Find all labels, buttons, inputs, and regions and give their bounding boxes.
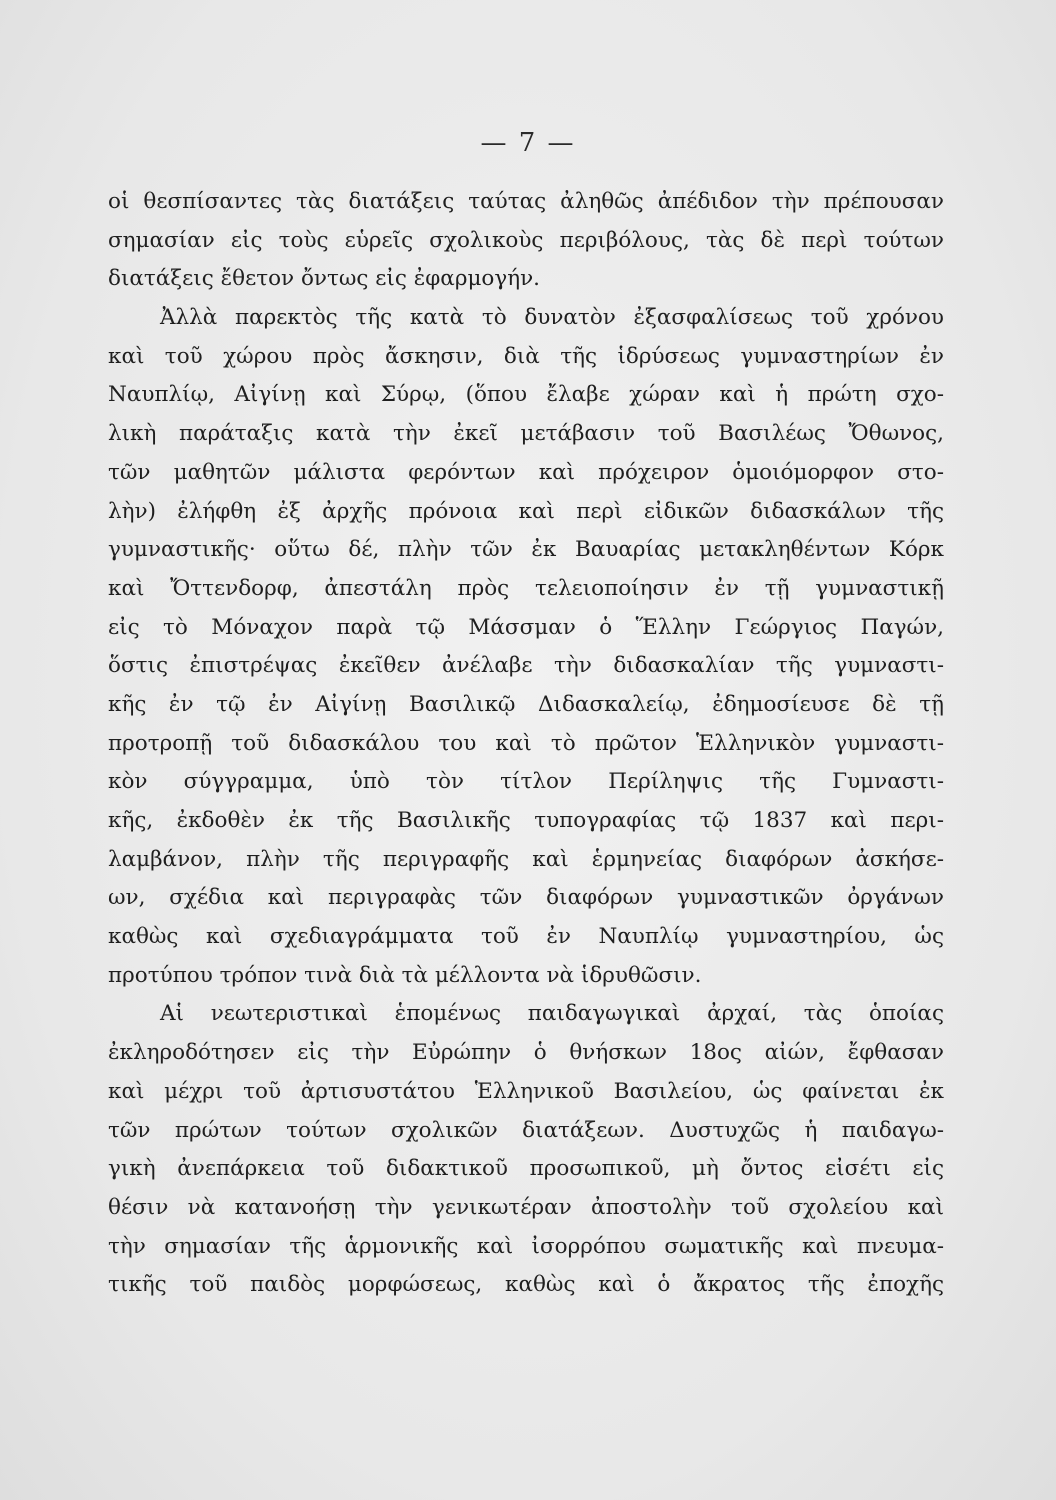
text-line: κὸν σύγγραμμα, ὑπὸ τὸν τίτλον Περίληψις τῆς Γυμναστι- <box>108 769 944 795</box>
text-line: καθὼς καὶ σχεδιαγράμματα τοῦ ἐν Ναυπλίῳ γυμναστηρίου, ὡς <box>108 924 944 950</box>
text-line: τικῆς τοῦ παιδὸς μορφώσεως, καθὼς καὶ ὁ ἄκρατος τῆς ἐποχῆς <box>108 1272 944 1298</box>
text-line: οἱ θεσπίσαντες τὰς διατάξεις ταύτας ἀληθῶς ἀπέδιδον τὴν πρέπουσαν <box>108 189 944 214</box>
text-line: κῆς ἐν τῷ ἐν Αἰγίνῃ Βασιλικῷ Διδασκαλείῳ, ἐδημοσίευσε δὲ τῇ <box>108 691 944 717</box>
text-line: κῆς, ἐκδοθὲν ἐκ τῆς Βασιλικῆς τυπογραφίας τῷ 1837 καὶ περι- <box>108 808 944 833</box>
text-line: λικὴ παράταξις κατὰ τὴν ἐκεῖ μετάβασιν τοῦ Βασιλέως Ὄθωνος, <box>108 421 944 447</box>
text-line: διατάξεις ἔθετον ὄντως εἰς ἐφαρμογήν. <box>108 266 541 292</box>
text-line: τῶν μαθητῶν μάλιστα φερόντων καὶ πρόχειρον ὁμοιόμορφον στο- <box>108 459 944 485</box>
text-line: καὶ μέχρι τοῦ ἀρτισυστάτου Ἑλληνικοῦ Βασιλείου, ὡς φαίνεται ἐκ <box>108 1078 944 1104</box>
text-line: σημασίαν εἰς τοὺς εὑρεῖς σχολικοὺς περιβόλους, τὰς δὲ περὶ τούτων <box>108 227 944 253</box>
text-line: θέσιν νὰ κατανοήσῃ τὴν γενικωτέραν ἀποστολὴν τοῦ σχολείου καὶ <box>108 1194 944 1220</box>
text-line: προτροπῇ τοῦ διδασκάλου του καὶ τὸ πρῶτον Ἑλληνικὸν γυμναστι- <box>108 730 944 756</box>
text-line: Ἀλλὰ παρεκτὸς τῆς κατὰ τὸ δυνατὸν ἐξασφαλίσεως τοῦ χρόνου <box>160 305 944 331</box>
text-line: τὴν σημασίαν τῆς ἁρμονικῆς καὶ ἰσορρόπου σωματικῆς καὶ πνευμα- <box>108 1233 944 1259</box>
text-line: ἐκληροδότησεν εἰς τὴν Εὐρώπην ὁ θνήσκων 18ος αἰών, ἔφθασαν <box>108 1040 944 1066</box>
text-line: καὶ Ὄττενδορφ, ἀπεστάλη πρὸς τελειοποίησιν ἐν τῇ γυμναστικῇ <box>108 575 944 601</box>
text-line: προτύπου τρόπον τινὰ διὰ τὰ μέλλοντα νὰ ἱδρυθῶσιν. <box>108 962 702 988</box>
text-line: καὶ τοῦ χώρου πρὸς ἄσκησιν, διὰ τῆς ἱδρύσεως γυμναστηρίων ἐν <box>108 343 944 369</box>
page-number: — 7 — <box>480 128 576 158</box>
text-line: γυμναστικῆς· οὕτω δέ, πλὴν τῶν ἐκ Βαυαρίας μετακληθέντων Κόρκ <box>108 537 944 563</box>
text-line: λὴν) ἐλήφθη ἐξ ἀρχῆς πρόνοια καὶ περὶ εἰδικῶν διδασκάλων τῆς <box>108 498 944 524</box>
text-line: τῶν πρώτων τούτων σχολικῶν διατάξεων. Δυστυχῶς ἡ παιδαγω- <box>108 1117 944 1143</box>
text-line: λαμβάνον, πλὴν τῆς περιγραφῆς καὶ ἑρμηνείας διαφόρων ἀσκήσε- <box>108 846 944 872</box>
body-text <box>108 183 944 1305</box>
text-line: ων, σχέδια καὶ περιγραφὰς τῶν διαφόρων γυμναστικῶν ὀργάνων <box>108 885 944 911</box>
text-line: γικὴ ἀνεπάρκεια τοῦ διδακτικοῦ προσωπικοῦ, μὴ ὄντος εἰσέτι εἰς <box>108 1156 944 1182</box>
text-line: εἰς τὸ Μόναχον παρὰ τῷ Μάσσμαν ὁ Ἕλλην Γεώργιος Παγών, <box>108 614 944 640</box>
text-line: Ναυπλίῳ, Αἰγίνῃ καὶ Σύρῳ, (ὅπου ἔλαβε χώραν καὶ ἡ πρώτη σχο- <box>108 382 944 408</box>
text-line: ὅστις ἐπιστρέψας ἐκεῖθεν ἀνέλαβε τὴν διδασκαλίαν τῆς γυμναστι- <box>108 653 944 679</box>
text-line: Αἱ νεωτεριστικαὶ ἑπομένως παιδαγωγικαὶ ἀρχαί, τὰς ὁποίας <box>160 1001 944 1027</box>
